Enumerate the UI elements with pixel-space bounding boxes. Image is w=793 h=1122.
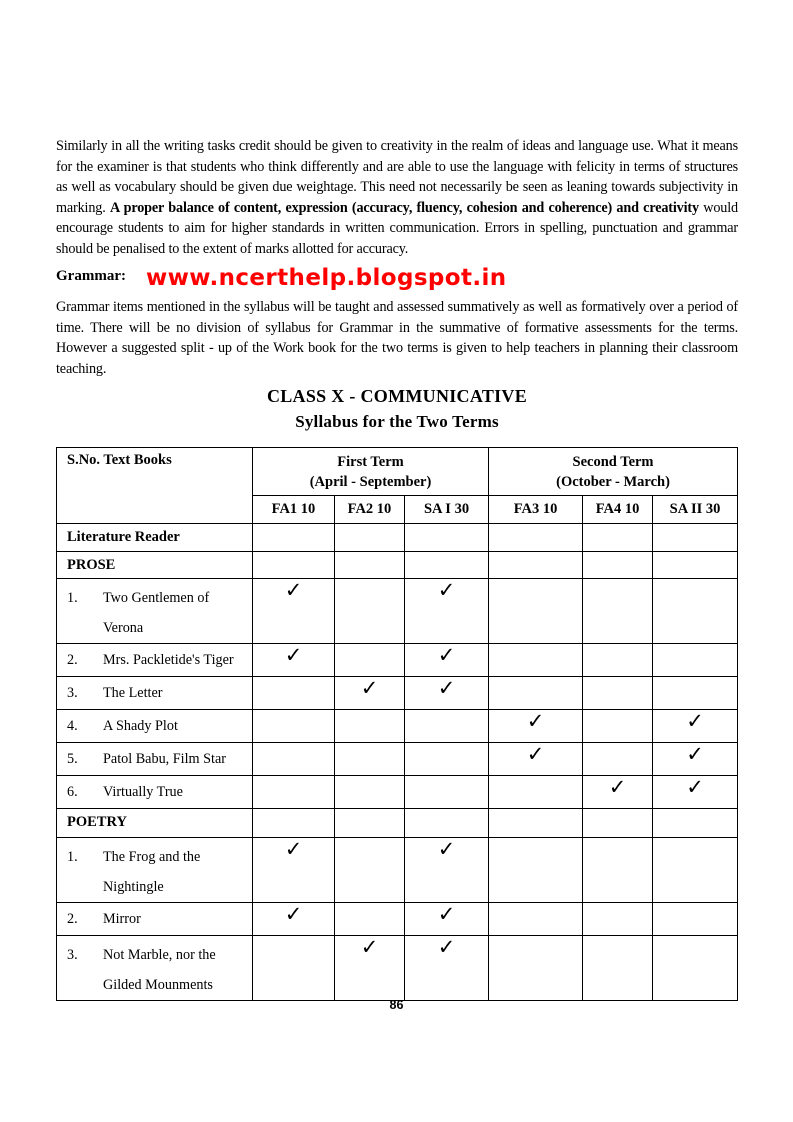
empty-cell [583, 743, 653, 776]
empty-cell [653, 579, 738, 644]
book-title-cell [57, 677, 253, 710]
table-row [57, 743, 738, 776]
section-prose: PROSE [57, 552, 253, 579]
book-title-cell [57, 710, 253, 743]
page-number: 86 [389, 998, 404, 1012]
book-title [103, 583, 252, 643]
table-row [57, 644, 738, 677]
book-title-cell [57, 644, 253, 677]
book-title-cell [57, 838, 253, 903]
row-number: 1. [67, 590, 78, 606]
book-title: A Shady Plot [103, 718, 178, 734]
assessment-header: FA4 10 [583, 496, 653, 524]
check-mark-icon: ✓ [653, 776, 738, 809]
empty-cell [405, 776, 489, 809]
check-mark-icon: ✓ [253, 644, 335, 677]
assessment-header: FA3 10 [489, 496, 583, 524]
empty-cell [253, 677, 335, 710]
book-title-cell [57, 776, 253, 809]
book-title-line: Verona [103, 620, 144, 636]
check-mark-icon: ✓ [253, 579, 335, 644]
row-number: 4. [67, 718, 78, 734]
check-mark-icon: ✓ [405, 579, 489, 644]
intro-paragraph [56, 136, 738, 260]
second-term-period: (October - March) [556, 474, 670, 490]
book-title-cell [57, 579, 253, 644]
check-mark-icon: ✓ [405, 936, 489, 1001]
empty-cell [489, 936, 583, 1001]
table-row [57, 936, 738, 1001]
check-mark-icon: ✓ [653, 743, 738, 776]
second-term-name: Second Term [572, 454, 654, 470]
empty-cell [335, 903, 405, 936]
book-title: Patol Babu, Film Star [103, 751, 226, 767]
table-header-row [57, 448, 738, 496]
table-row [57, 677, 738, 710]
empty-cell [583, 838, 653, 903]
row-number: 2. [67, 911, 78, 927]
syllabus-table [56, 447, 738, 1001]
book-title-line: The Frog and the [103, 849, 201, 865]
empty-cell [335, 710, 405, 743]
book-title: Mirror [103, 911, 141, 927]
grammar-label: Grammar: [56, 268, 126, 284]
book-title [103, 940, 252, 1000]
empty-cell [583, 903, 653, 936]
table-subtitle: Syllabus for the Two Terms [295, 412, 499, 431]
empty-cell [583, 644, 653, 677]
book-title-cell [57, 936, 253, 1001]
book-title-cell [57, 743, 253, 776]
check-mark-icon: ✓ [253, 838, 335, 903]
check-mark-icon: ✓ [489, 710, 583, 743]
book-title-line: Two Gentlemen of [103, 590, 210, 606]
row-number: 3. [67, 947, 78, 963]
check-mark-icon: ✓ [335, 677, 405, 710]
second-term-header [489, 448, 738, 496]
empty-cell [653, 936, 738, 1001]
section-row [57, 809, 738, 838]
check-mark-icon: ✓ [583, 776, 653, 809]
check-mark-icon: ✓ [405, 677, 489, 710]
table-row [57, 579, 738, 644]
check-mark-icon: ✓ [335, 936, 405, 1001]
row-number: 1. [67, 849, 78, 865]
watermark-url: www.ncerthelp.blogspot.in [146, 265, 507, 291]
row-number: 5. [67, 751, 78, 767]
empty-cell [335, 579, 405, 644]
section-row [57, 524, 738, 552]
empty-cell [253, 776, 335, 809]
table-row [57, 838, 738, 903]
table-row [57, 710, 738, 743]
empty-cell [489, 776, 583, 809]
book-title: The Letter [103, 685, 163, 701]
empty-cell [489, 677, 583, 710]
section-row [57, 552, 738, 579]
empty-cell [405, 743, 489, 776]
row-number: 2. [67, 652, 78, 668]
text-books-header: S.No. Text Books [57, 448, 253, 524]
book-title-line: Not Marble, nor the [103, 947, 216, 963]
empty-cell [489, 903, 583, 936]
empty-cell [253, 743, 335, 776]
empty-cell [489, 838, 583, 903]
first-term-period: (April - September) [309, 474, 432, 490]
book-title [103, 842, 252, 902]
row-number: 3. [67, 685, 78, 701]
table-title: CLASS X - COMMUNICATIVE [266, 386, 528, 406]
book-title: Mrs. Packletide's Tiger [103, 652, 234, 668]
empty-cell [335, 644, 405, 677]
check-mark-icon: ✓ [653, 710, 738, 743]
assessment-header: SA II 30 [653, 496, 738, 524]
table-row [57, 776, 738, 809]
empty-cell [583, 936, 653, 1001]
check-mark-icon: ✓ [405, 644, 489, 677]
section-poetry: POETRY [57, 809, 253, 838]
intro-bold-text: A proper balance of content, expression (accuracy, fluency, cohesion and coherence) and creativity [109, 199, 699, 216]
empty-cell [489, 644, 583, 677]
book-title-line: Nightingle [103, 879, 164, 895]
grammar-paragraph: Grammar items mentioned in the syllabus will be taught and assessed summatively as well as formatively over a period of time. There will be no division of syllabus for Grammar in the summative of formative assessments for the terms. However a suggested split - up of the Work book for the two terms is given to help teachers in planning their classroom teaching. [56, 299, 738, 377]
assessment-header: SA I 30 [405, 496, 489, 524]
empty-cell [653, 903, 738, 936]
empty-cell [583, 677, 653, 710]
book-title-cell [57, 903, 253, 936]
empty-cell [253, 936, 335, 1001]
empty-cell [583, 710, 653, 743]
intro-text-end: would encourage students to aim for higher standards in written communication. Errors in spelling, punctuation and grammar should be penalised to the extent of marks allotted for accuracy. [56, 199, 738, 257]
row-number: 6. [67, 784, 78, 800]
check-mark-icon: ✓ [405, 838, 489, 903]
empty-cell [653, 838, 738, 903]
empty-cell [489, 579, 583, 644]
empty-cell [653, 677, 738, 710]
assessment-header: FA2 10 [335, 496, 405, 524]
empty-cell [335, 776, 405, 809]
check-mark-icon: ✓ [489, 743, 583, 776]
empty-cell [335, 743, 405, 776]
empty-cell [653, 644, 738, 677]
check-mark-icon: ✓ [405, 903, 489, 936]
first-term-header [253, 448, 489, 496]
intro-text-start: Similarly in all the writing tasks credit should be given to creativity in the realm of ideas and language use. What it means for the examiner is that students who think differently and are able to use the language with felicity in terms of structures as well as vocabulary should be given due weightage. This need not necessarily be seen as leaning towards subjectivity in marking. [56, 138, 738, 216]
table-row [57, 903, 738, 936]
empty-cell [583, 579, 653, 644]
empty-cell [335, 838, 405, 903]
check-mark-icon: ✓ [253, 903, 335, 936]
section-literature-reader: Literature Reader [57, 524, 253, 552]
empty-cell [253, 710, 335, 743]
book-title: Virtually True [103, 784, 183, 800]
grammar-heading-row [56, 265, 738, 291]
book-title-line: Gilded Mounments [103, 977, 213, 993]
first-term-name: First Term [337, 454, 404, 470]
assessment-header: FA1 10 [253, 496, 335, 524]
empty-cell [405, 710, 489, 743]
